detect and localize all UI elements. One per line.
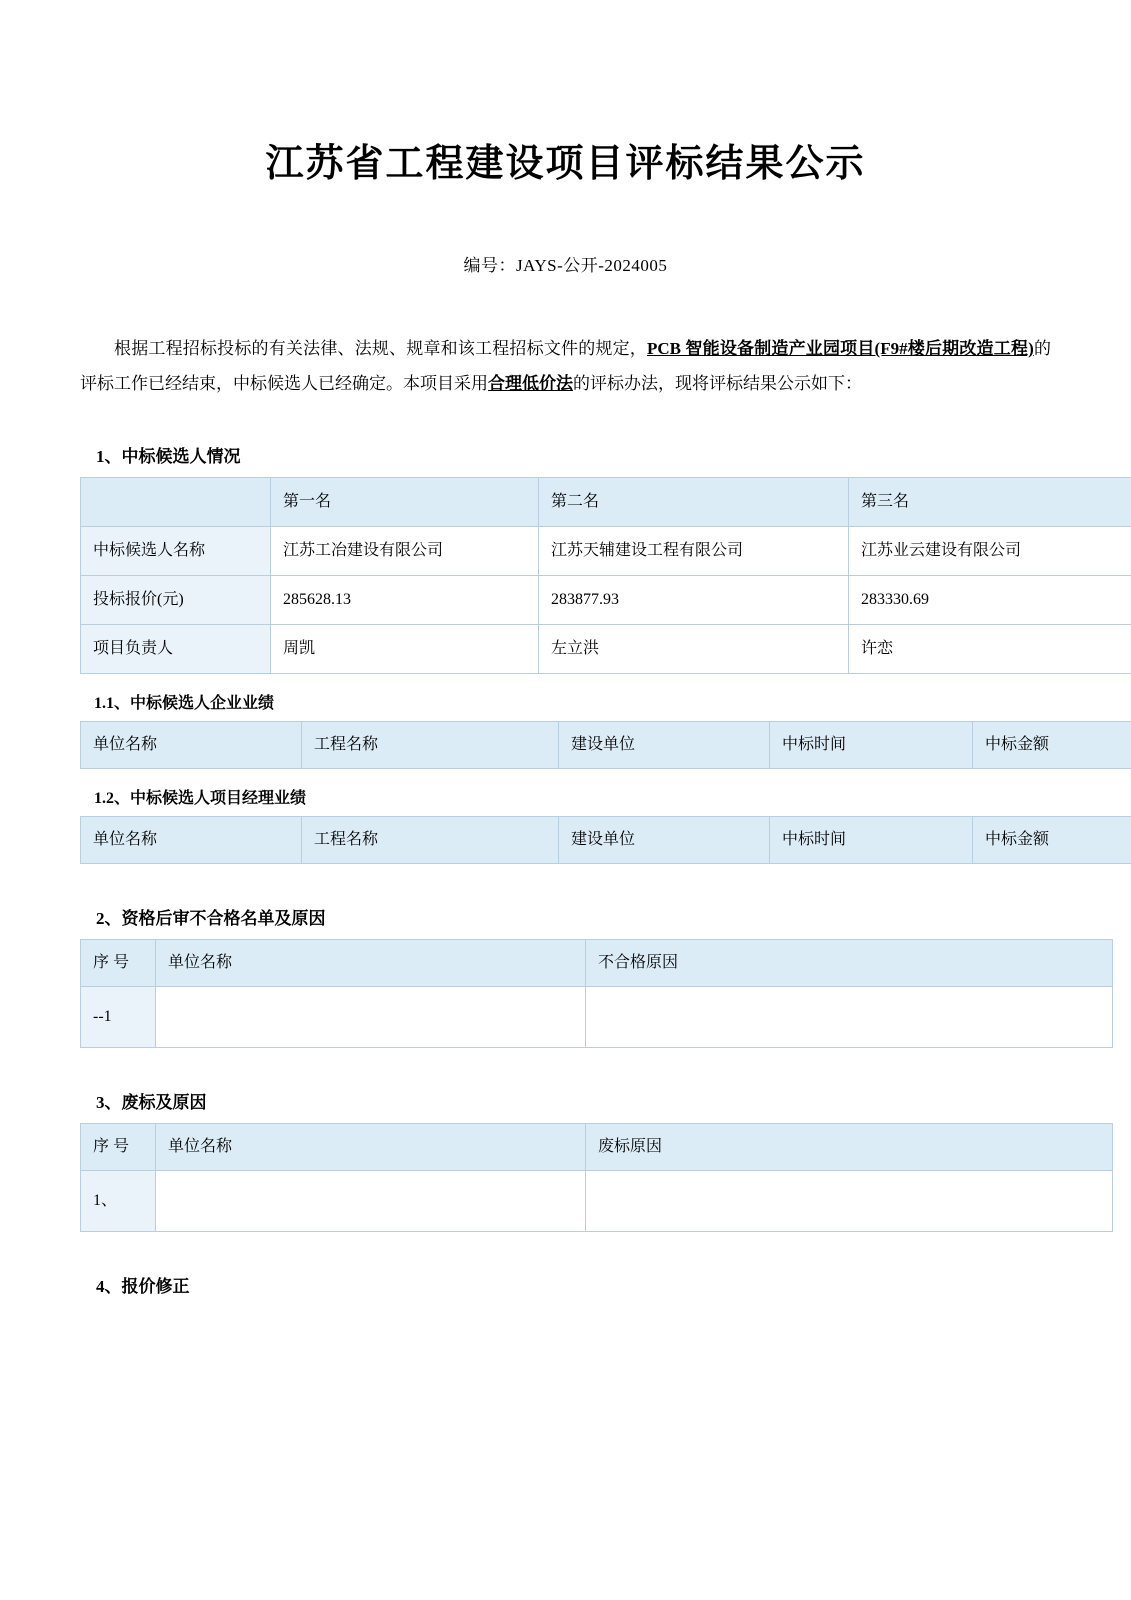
manager-perf-header-amount: 中标金额	[973, 817, 1131, 864]
disqualified-table	[80, 939, 1113, 1048]
disqualified-header-reason: 不合格原因	[586, 940, 1113, 987]
intro-project-name: PCB 智能设备制造产业园项目(F9#楼后期改造工程)	[646, 339, 1034, 359]
candidate-1-price: 285628.13	[271, 576, 539, 625]
candidates-header-rank-2: 第二名	[539, 478, 849, 527]
candidates-row-label-price: 投标报价(元)	[81, 576, 271, 625]
enterprise-performance-table	[80, 721, 1131, 769]
candidates-table	[80, 477, 1131, 674]
table-header-row	[81, 817, 1131, 864]
enterprise-perf-header-project: 工程名称	[302, 722, 559, 769]
manager-perf-header-owner: 建设单位	[559, 817, 770, 864]
invalid-bid-row-unit	[156, 1171, 586, 1232]
enterprise-perf-header-date: 中标时间	[770, 722, 973, 769]
intro-part-2: 的评标工作已经结束，中标候选人已经确定。本项目采用	[80, 339, 1052, 394]
candidate-2-name: 江苏天辅建设工程有限公司	[539, 527, 849, 576]
candidates-header-rank-3: 第三名	[849, 478, 1131, 527]
intro-part-1: 根据工程招标投标的有关法律、法规、规章和该工程招标文件的规定，	[114, 339, 647, 359]
enterprise-perf-header-owner: 建设单位	[559, 722, 770, 769]
disqualified-row-index: --1	[81, 987, 156, 1048]
section-heading-candidates: 1、中标候选人情况	[96, 447, 241, 467]
table-row	[81, 625, 1131, 674]
table-header-row	[81, 722, 1131, 769]
table-header-row	[81, 478, 1131, 527]
invalid-bid-table	[80, 1123, 1113, 1232]
invalid-bid-header-reason: 废标原因	[586, 1124, 1113, 1171]
section-heading-invalid-bid: 3、废标及原因	[96, 1093, 207, 1113]
intro-paragraph	[80, 332, 1051, 402]
manager-perf-header-unit: 单位名称	[81, 817, 302, 864]
section-heading-manager-performance: 1.2、中标候选人项目经理业绩	[94, 790, 307, 808]
candidates-row-label-name: 中标候选人名称	[81, 527, 271, 576]
manager-perf-header-date: 中标时间	[770, 817, 973, 864]
candidate-3-price: 283330.69	[849, 576, 1131, 625]
disqualified-row-reason	[586, 987, 1113, 1048]
candidate-1-manager: 周凯	[271, 625, 539, 674]
section-heading-price-correction: 4、报价修正	[96, 1277, 190, 1297]
candidate-3-manager: 许恋	[849, 625, 1131, 674]
table-row	[81, 1171, 1113, 1232]
table-header-row	[81, 1124, 1113, 1171]
table-row	[81, 527, 1131, 576]
manager-performance-table	[80, 816, 1131, 864]
candidates-row-label-manager: 项目负责人	[81, 625, 271, 674]
disqualified-header-unit: 单位名称	[156, 940, 586, 987]
invalid-bid-header-index: 序 号	[81, 1124, 156, 1171]
page-title: 江苏省工程建设项目评标结果公示	[265, 143, 866, 185]
table-row	[81, 987, 1113, 1048]
manager-perf-header-project: 工程名称	[302, 817, 559, 864]
candidate-1-name: 江苏工冶建设有限公司	[271, 527, 539, 576]
invalid-bid-row-index: 1、	[81, 1171, 156, 1232]
table-header-row	[81, 940, 1113, 987]
table-row	[81, 576, 1131, 625]
intro-evaluation-method: 合理低价法	[488, 374, 573, 394]
section-heading-disqualified: 2、资格后审不合格名单及原因	[96, 909, 326, 929]
invalid-bid-header-unit: 单位名称	[156, 1124, 586, 1171]
section-heading-enterprise-performance: 1.1、中标候选人企业业绩	[94, 695, 275, 713]
enterprise-perf-header-amount: 中标金额	[973, 722, 1131, 769]
candidate-2-price: 283877.93	[539, 576, 849, 625]
intro-part-3: 的评标办法，现将评标结果公示如下：	[573, 374, 862, 394]
document-number: 编号：JAYS-公开-2024005	[463, 256, 668, 276]
invalid-bid-row-reason	[586, 1171, 1113, 1232]
enterprise-perf-header-unit: 单位名称	[81, 722, 302, 769]
candidate-2-manager: 左立洪	[539, 625, 849, 674]
candidates-header-rank-1: 第一名	[271, 478, 539, 527]
disqualified-row-unit	[156, 987, 586, 1048]
candidates-corner-cell	[81, 478, 271, 527]
candidate-3-name: 江苏业云建设有限公司	[849, 527, 1131, 576]
disqualified-header-index: 序 号	[81, 940, 156, 987]
